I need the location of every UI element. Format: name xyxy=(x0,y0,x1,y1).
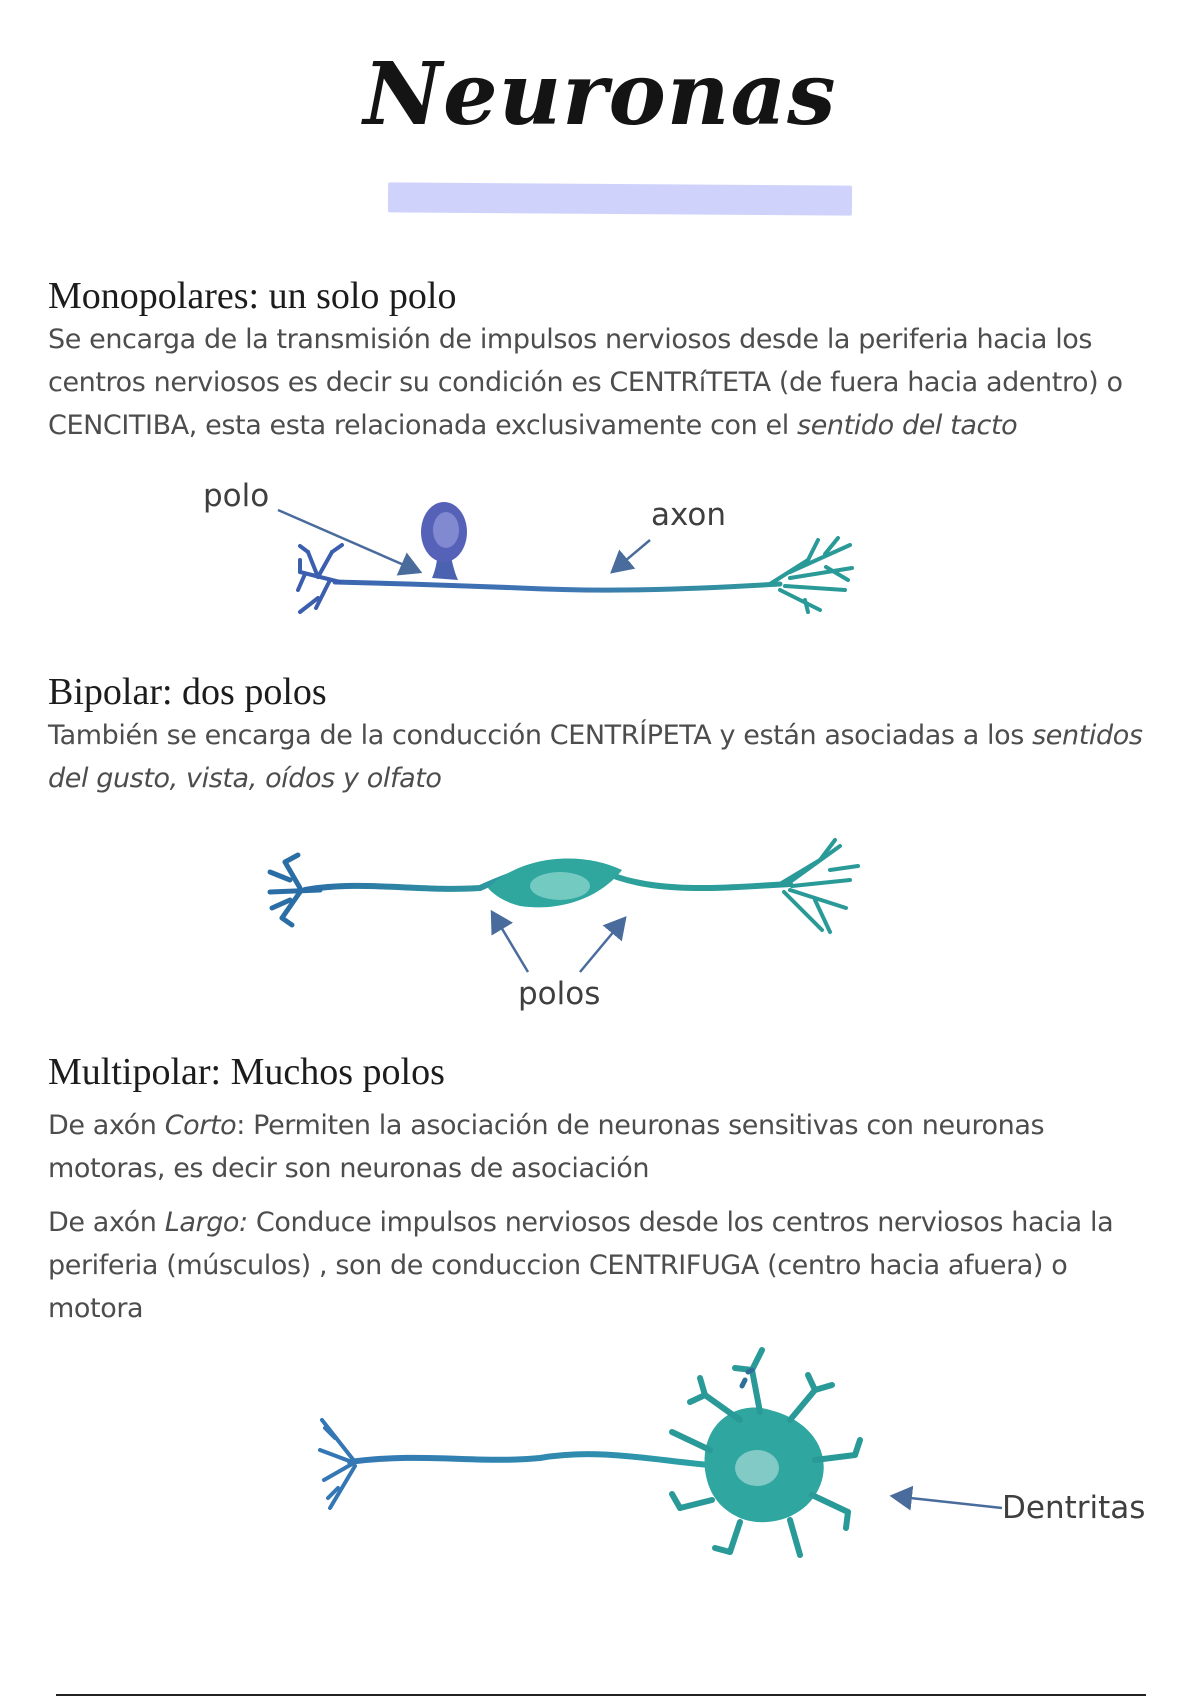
monopolar-paragraph-italic: sentido del tacto xyxy=(797,410,1018,441)
arrow-dentritas xyxy=(892,1496,1002,1508)
monopolar-paragraph-text: Se encarga de la transmisión de impulsos nerviosos desde la periferia hacia los centros nerviosos es decir su condición es CENTRíTETA (de fuera hacia adentro) o CENCITIBA, esta esta relacionada exclusivamente con el xyxy=(48,324,1123,441)
multipolar-corto-paragraph xyxy=(48,1104,1158,1190)
bipolar-paragraph xyxy=(48,714,1158,800)
multipolar-heading: Multipolar: Muchos polos xyxy=(48,1051,445,1093)
label-polo: polo xyxy=(203,478,270,514)
largo-prefix: De axón xyxy=(48,1207,165,1238)
monopolar-heading: Monopolares: un solo polo xyxy=(48,275,457,317)
bottom-rule xyxy=(56,1694,1146,1696)
multipolar-neuron xyxy=(320,1350,1002,1555)
monopolar-neuron xyxy=(278,502,852,612)
bipolar-neuron xyxy=(270,840,858,972)
arrow-polos-left xyxy=(492,912,528,972)
multipolar-largo-paragraph xyxy=(48,1201,1158,1330)
monopolar-left-dendrites xyxy=(298,545,342,612)
largo-italic: Largo: xyxy=(164,1207,248,1238)
arrow-axon xyxy=(612,540,650,572)
page-title: Neuronas xyxy=(363,44,837,145)
monopolar-right-terminal xyxy=(770,538,852,612)
bipolar-heading: Bipolar: dos polos xyxy=(48,671,327,713)
bipolar-paragraph-italic: sentidos del gusto, vista, oídos y olfato xyxy=(48,720,1143,794)
label-axon: axon xyxy=(651,497,727,533)
multipolar-axon-terminal xyxy=(320,1420,355,1508)
corto-italic: Corto xyxy=(164,1110,237,1141)
label-dentritas: Dentritas xyxy=(1002,1490,1146,1526)
label-polos: polos xyxy=(518,976,601,1012)
corto-text: : Permiten la asociación de neuronas sensitivas con neuronas motoras, es decir son neuronas de asociación xyxy=(48,1110,1045,1184)
arrow-polos-right xyxy=(580,918,625,972)
largo-text: Conduce impulsos nerviosos desde los centros nerviosos hacia la periferia (músculos) , son de conduccion CENTRIFUGA (centro hacia afuera) o motora xyxy=(48,1207,1114,1324)
bipolar-left-dendrites xyxy=(270,855,320,925)
corto-prefix: De axón xyxy=(48,1110,165,1141)
bipolar-right-terminal xyxy=(780,840,858,932)
bipolar-paragraph-text: También se encarga de la conducción CENTRÍPETA y están asociadas a los xyxy=(48,720,1033,751)
